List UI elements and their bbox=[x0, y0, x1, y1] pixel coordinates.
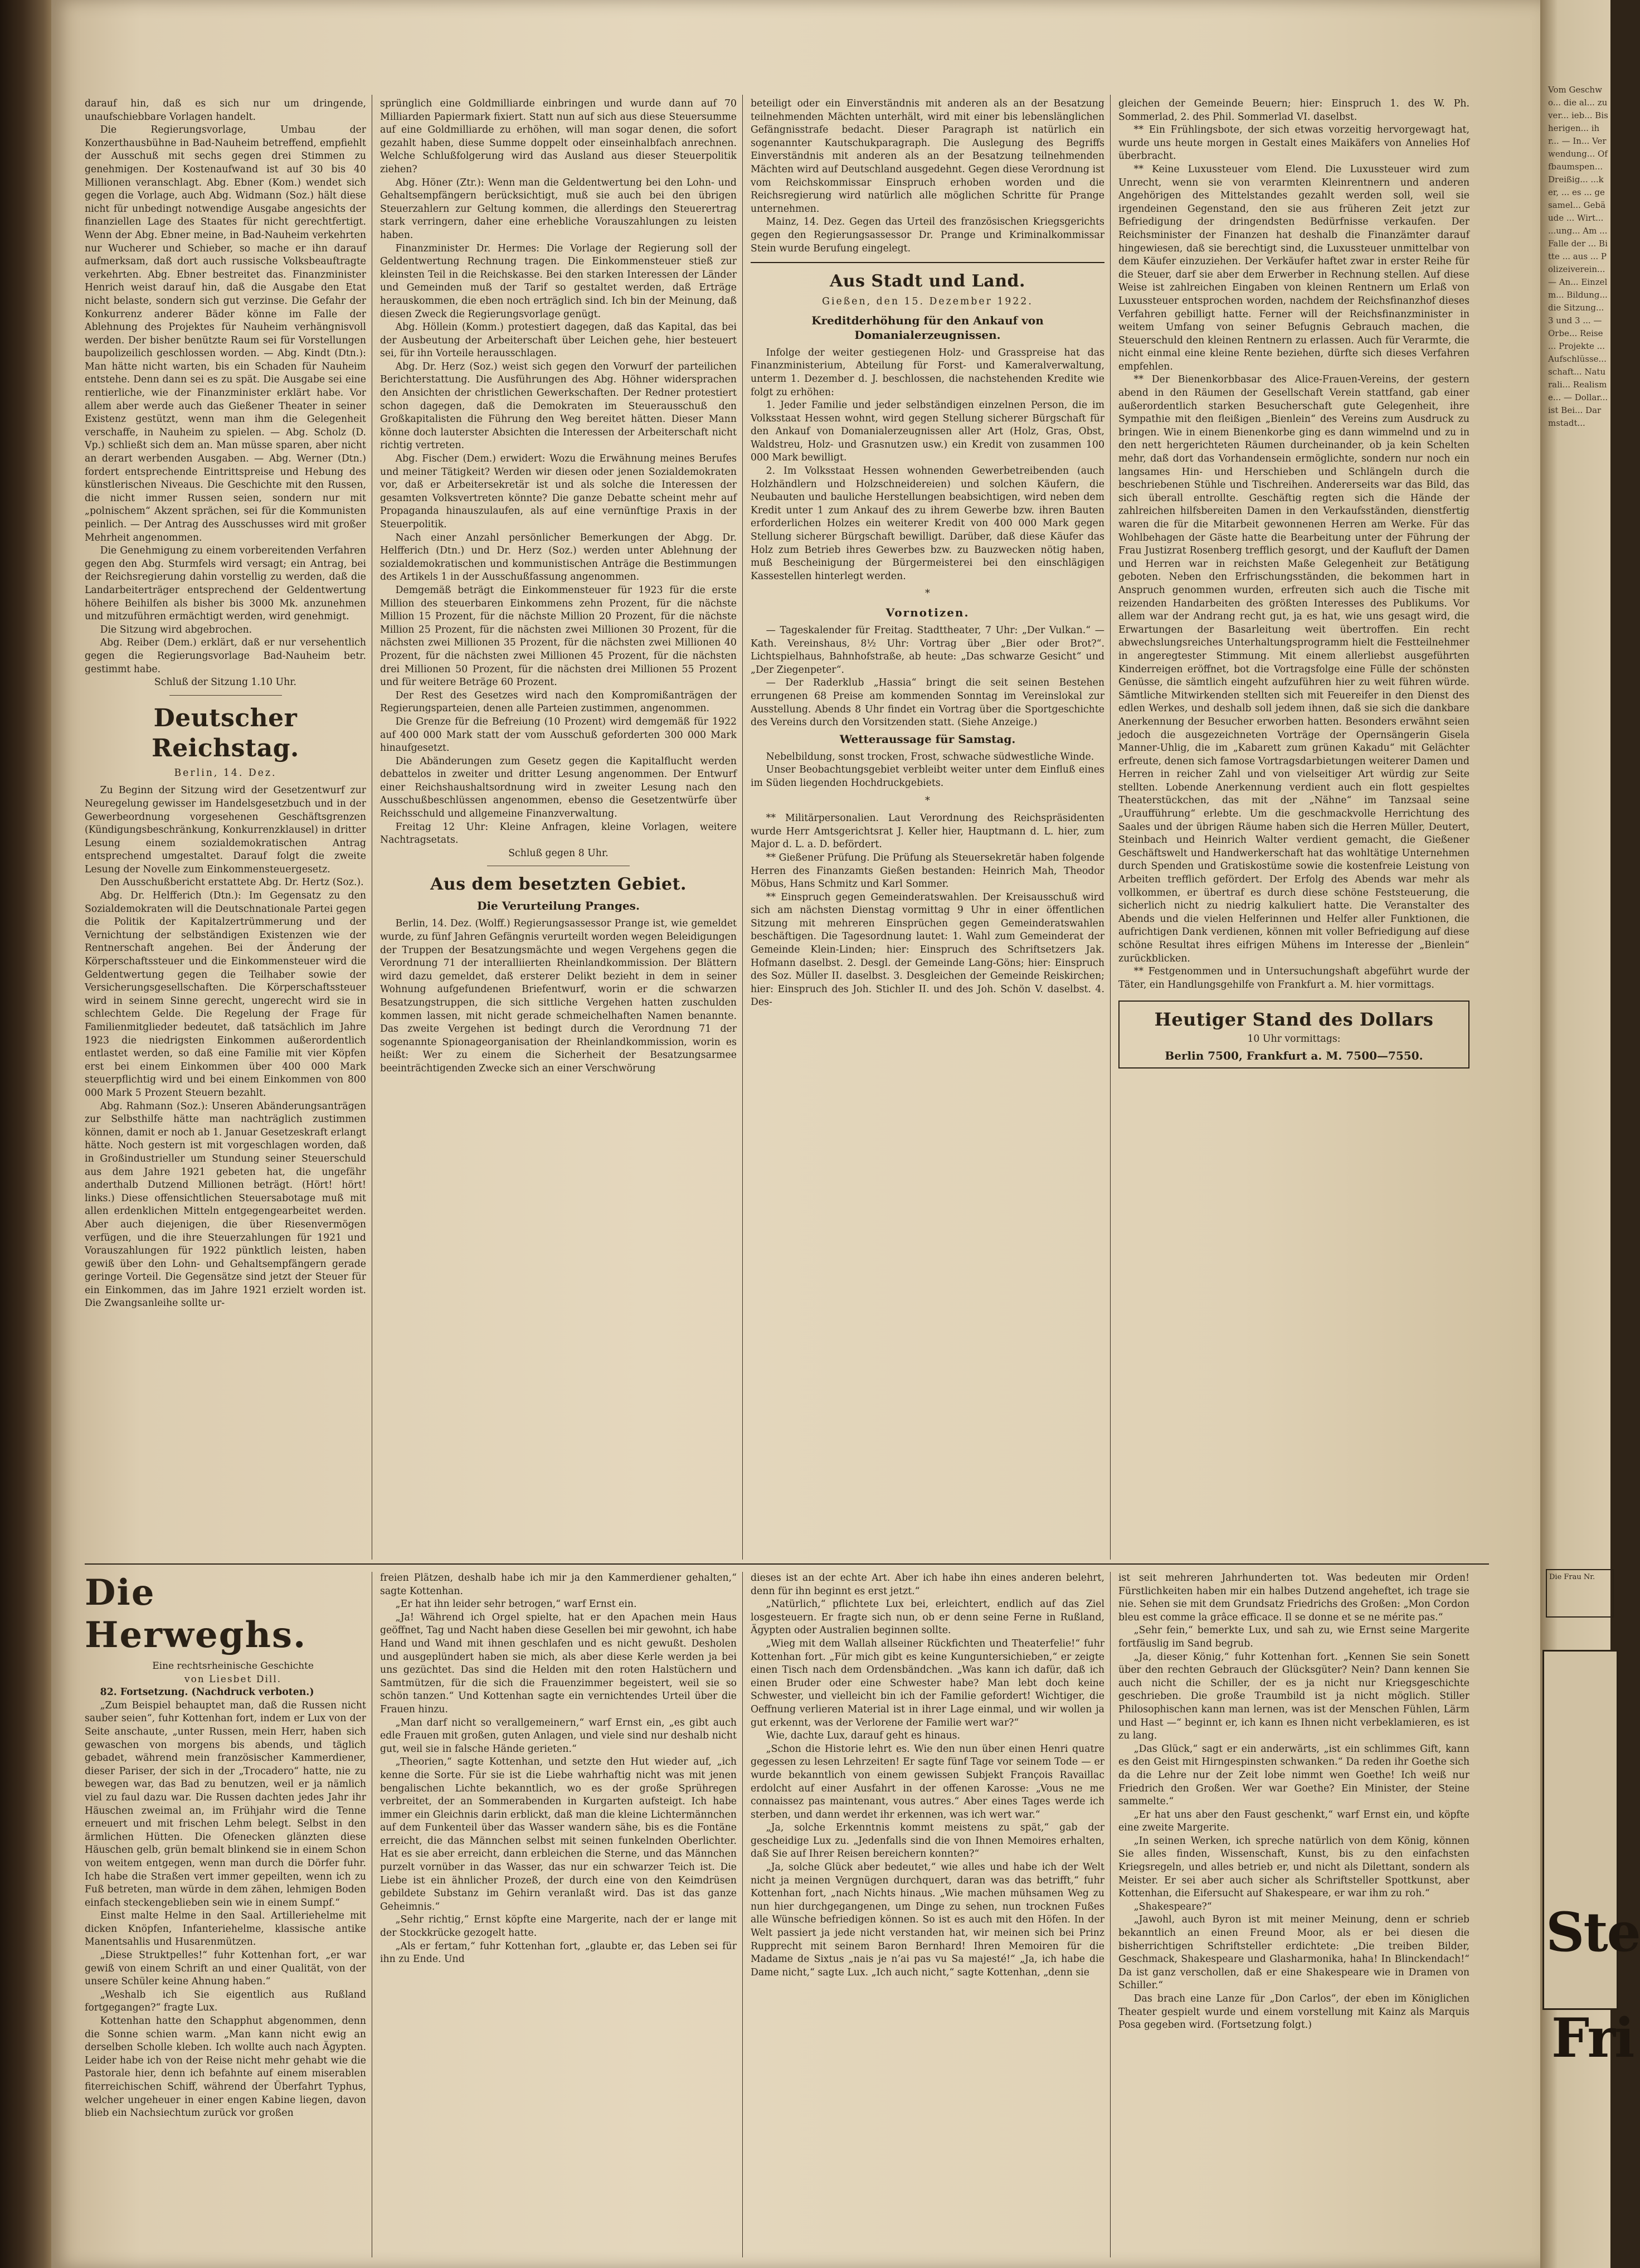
article-paragraph: Freitag 12 Uhr: Kleine Anfragen, kleine Vorlagen, weitere Nachtragsetats. bbox=[380, 821, 737, 846]
section-title-stadt: Aus Stadt und Land. bbox=[830, 271, 1025, 292]
section-title-besetzt: Aus dem besetzten Gebiet. bbox=[430, 875, 687, 895]
story-paragraph: „Zum Beispiel behauptet man, daß die Russen nicht sauber seien“, fuhr Kottenhan fort, indem er Lux von der Seite anschaute, „unter Russen, mein Herr, haben sich gewaschen von morgens bis abends, und täglich gebadet, während mein französischer Kammerdiener, dieser Pariser, der sich in der „Trocadero“ hatte, nie zu bewegen war, das Bad zu benutzen, weil er ja nämlich viel zu faul dazu war. Die Russen dachten jedes Jahr ihr Häuschen zweimal an, im Frühjahr wird die Tenne erneuert und mit frischen Lehm belegt. Selbst in den ärmlichen Hütten. Die Ofenecken glänzten diese Häuschen gelb, grün bemalt blinkend sie in einem Schon von weitem entgegen, wenn man durch die Dörfer fuhr. Ich habe die Straßen vert immer gepeilten, wenn ich zu Fuß betreten, man würde in dem zähen, lehmigen Boden einfach steckengeblieben sein wie in einem Sumpf.“ bbox=[85, 1699, 366, 1908]
story-paragraph: ist seit mehreren Jahrhunderten tot. Was bedeuten mir Orden! Fürstlichkeiten haben mir ein halbes Dutzend angeheftet, ich trage sie nie. Sehen sie mit dem Grundsatz Friedrichs des Großen: „Mon Cordon bleu est comme la grâce efficace. Il se donne et se ne mérite pas.“ bbox=[1118, 1572, 1469, 1623]
section-subtitle: Vornotizen. bbox=[885, 606, 970, 619]
story-paragraph: „Als er fertam,“ fuhr Kottenhan fort, „glaubte er, das Leben sei für ihn zu Ende. Und bbox=[380, 1940, 737, 1965]
book-binding-edge bbox=[0, 0, 51, 2268]
story-paragraph: „Shakespeare?“ bbox=[1133, 1901, 1212, 1912]
article-paragraph: beteiligt oder ein Einverständnis mit anderen als an der Besatzung teilnehmenden Mächten unterhält, wird mit einer bis lebenslänglichen Gefängnisstrafe bedacht. Dieser Paragraph ist natürlich ein sogenannter Kautschukparagraph. Die Auslegung des Begriffs Einverständnis mit anderen als an der Besatzung teilnehmenden Mächten wird auf Deutschland ausgedehnt. Gegen diese Verordnung ist vom Reichskommissar Einspruch erhoben worden und die Reichsregierung wird natürlich alle möglichen Schritte für Prange unternehmen. bbox=[751, 98, 1104, 215]
story-paragraph: „Ja, dieser König,“ fuhr Kottenhan fort. „Kennen Sie sein Sonett über den rechten Gebrauch der Glücksgüter? Nein? Dann kennen Sie auch nicht die Schiller, der es ja nicht nur Kriegsgeschichte geschrieben. Die große Traumbild ist ja nicht möglich. Stiller Philosophischen kann man lernen, was ist der Menschen Fühlen, Lärm und Hast —“ beginnt er, ich kann es Ihnen nicht verbeklamieren, es ist zu lang. bbox=[1118, 1651, 1469, 1742]
adjacent-ad-heading: Fri bbox=[1551, 2007, 1634, 2070]
article-paragraph: 2. Im Volksstaat Hessen wohnenden Gewerbetreibenden (auch Holzhändlern und Holzschneidereien) und solchen Käufern, die Neubauten und bauliche Herstellungen beabsichtigen, wird neben dem Kredit unter 1 zum Ankauf des zu ihrem Gewerbe bzw. ihren Bauten erforderlichen Holzes ein weiterer Kredit von 400 000 Mark gegen Stellung sicherer Bürgschaft bewilligt. Darüber, daß diese Käufer das Holz zum Betrieb ihres Gewerbes bzw. zu Bauzwecken nötig haben, muß Bescheinigung der Bürgermeisterei bei den einschlägigen Kassestellen hinterlegt werden. bbox=[751, 465, 1104, 582]
article-paragraph: Abg. Höner (Ztr.): Wenn man die Geldentwertung bei den Lohn- und Gehaltsempfängern berücksichtigt, muß sie auch bei den übrigen Steuerzahlern zur Geltung kommen, die allerdings den Steuerertrag stark verringern, daher eine erhebliche Vorauszahlungen zu leisten haben. bbox=[380, 177, 737, 241]
reprint-note: (Nachdruck verboten.) bbox=[191, 1687, 314, 1698]
story-paragraph: dieses ist an der echte Art. Aber ich habe ihn eines anderen belehrt, denn für ihn beginnt es erst jetzt.“ bbox=[751, 1572, 1104, 1597]
article-paragraph: ** Ein Frühlingsbote, der sich etwas vorzeitig hervorgewagt hat, wurde uns heute morgen in Gestalt eines Maikäfers von Annelies Hof überbracht. bbox=[1118, 124, 1469, 162]
section-title-reichstag: Deutscher Reichstag. bbox=[152, 703, 299, 763]
article-paragraph: Abg. Fischer (Dem.) erwidert: Wozu die Erwähnung meines Berufes und meiner Tätigkeit? Werden wir diesen oder jenen Sozialdemokraten vor, daß er Arbeitersekretär ist und als solche die Interessen der gesamten Volksvertreten könnte? Die ganze Debatte scheint mehr auf Propaganda hinauszulaufen, als auf eine vernünftige Praxis in der Steuerpolitik. bbox=[380, 453, 737, 530]
dollar-rate: Berlin 7500, Frankfurt a. M. 7500—7550. bbox=[1165, 1048, 1423, 1062]
adjacent-ad-heading: Ste bbox=[1546, 1901, 1640, 1964]
column-3 bbox=[751, 98, 1104, 1561]
story-paragraph: „Das Glück,“ sagt er ein anderwärts, „ist ein schlimmes Gift, kann es den Geist mit Hirngespinsten schwanken.“ Da reden ihr Goethe sich da die Lehre nur der Zeit lobe nimmt wen Goethe! Ich weiß nur Friedrich den Großen. Wer war Goethe? Ein Minister, der Steine sammelte.“ bbox=[1118, 1743, 1469, 1808]
story-paragraph: „Jawohl, auch Byron ist mit meiner Meinung, denn er schrieb bekanntlich an einen Freund Moor, als er bei diesen die bisherrichtigen Schriftsteller erdichtete: „Die treiben Bilder, Geschmack, Shakespeare und Glasharmonika, haha! In Blinckendach!“ Da ist ganz verschollen, daß er eine Shakespeare wie in Dramen von Schiller.“ bbox=[1118, 1914, 1469, 1992]
story-paragraph: Einst malte Helme in den Saal. Artilleriehelme mit dicken Knöpfen, Infanteriehelme, klassische antike Manentsahlis und Husarenmützen. bbox=[85, 1910, 366, 1948]
article-paragraph: Die Abänderungen zum Gesetz gegen die Kapitalflucht werden debattelos in zweiter und dritter Lesung angenommen. Der Entwurf einer Reichshaushaltsordnung wird in zweiter Lesung nach den Ausschußbeschlüssen angenommen, ebenso die Gesetzentwürfe über Reichsschuld und allgemeine Finanzverwaltung. bbox=[380, 755, 737, 820]
article-paragraph: gleichen der Gemeinde Beuern; hier: Einspruch 1. des W. Ph. Sommerlad, 2. des Phil. Sommerlad VI. daselbst. bbox=[1118, 98, 1469, 123]
story-paragraph: „Sehr richtig,“ Ernst köpfte eine Margerite, nach der er lange mit der Stockkrücke gezogelt hatte. bbox=[380, 1914, 737, 1939]
feuilleton-separator bbox=[85, 1563, 1489, 1565]
story-paragraph: „Ja, solche Erkenntnis kommt meistens zu spät,“ gab der gescheidige Lux zu. „Jedenfalls sind die von Ihnen Memoires erhalten, daß Sie auf Ihrer Reisen bereichern konnten?“ bbox=[751, 1822, 1104, 1860]
article-paragraph: sprünglich eine Goldmilliarde einbringen und wurde dann auf 70 Milliarden Papiermark fixiert. Statt nun auf sich aus diese Steuersumme auf eine Goldmilliarde zu erhöhen, will man sogar denen, die sofort gezahlt haben, diese Summe doppelt oder einseinhalbfach anrechnen. Welche Schlußfolgerung wird das Ausland aus dieser Steuerpolitik ziehen? bbox=[380, 98, 737, 175]
column-1 bbox=[85, 98, 366, 1561]
feuilleton-author: von Liesbet Dill. bbox=[184, 1673, 282, 1685]
article-paragraph: 1. Jeder Familie und jeder selbständigen einzelnen Person, die im Volksstaat Hessen wohnt, wird gegen Stellung sicherer Bürgschaft für den Ankauf von Domanialerzeugnissen aller Art (Holz, Gras, Obst, Waldstreu, Holz- und Grasnutzen usw.) ein Kredit von zusammen 100 000 Mark bewilligt. bbox=[751, 400, 1104, 464]
feuilleton-title: Die Herweghs. bbox=[85, 1572, 307, 1656]
divider bbox=[169, 695, 282, 696]
divider bbox=[751, 262, 1104, 263]
story-paragraph: „Theorien,“ sagte Kottenhan, und setzte den Hut wieder auf, „ich kenne die Sorte. Für sie ist die Liebe wahrhaftig nicht was mit jenen bengalischen Lichte bekanntlich, wo es der große Sprühregen verbreitet, der an Sommerabenden in Kurgarten aufsteigt. Ich habe immer ein Gleichnis darin erblickt, daß man die kleine Lichtermännchen auf dem Funkenteil über das Wasser wandern sähe, bis es die Fontäne erreicht, die das Männchen selbst mit seinen funkelnden Oberlichter. Hat es sie aber erreicht, dann erbleichen die Sterne, und das Männchen purzelt vornüber in das Wasser, das nur ein schwarzer Teich ist. Die Liebe ist ein ähnlicher Prozeß, der durch eine von den Keimdrüsen gebildete Substanz im Gehirn veranlaßt wird. Das ist das ganze Geheimnis.“ bbox=[380, 1756, 737, 1912]
article-paragraph: ** Der Bienenkorbbasar des Alice-Frauen-Vereins, der gestern abend in den Räumen der Gesellschaft Verein stattfand, gab einer außerordentlich starken Besucherschaft gute Gelegenheit, ihre Sympathie mit den fleißigen „Bienlein“ des Vereins zum Ausdruck zu bringen. Wie in einem Bienenkorbe ging es dann wimmelnd und zu in den nett hergerichteten Räumen durcheinander, ob ja kein Schelten mehr, daß dort das Vorhandensein ermöglichte, sondern nur noch ein langsames Hin- und Herschieben und Schlängeln durch die beschriebenen Stühle und Tischreihen. Andererseits war das Bild, das sich überall entrollte. Geschäftig regten sich die Hände der zahlreichen hilfsbereiten Damen in den Verkaufsständen, dienstfertig waren die für die Mitarbeit gewonnenen Herren am Werke. Für das Wohlbehagen der Gäste hatte die Bearbeitung unter der Führung der Frau Justizrat Rosenberg trefflich gesorgt, und der Kaufluft der Damen und Herren war in reichsten Maße Gelegenheit zur Betätigung geboten. Neben den Erfrischungsständen, die bekommen hart in Anspruch genommen wurden, erfreuten sich auch die Tische mit reizenden Handarbeiten des größten Interesses des Publikums. Vor allem war der Andrang recht gut, ja es hat, wie uns gesagt wird, die Erwartungen der Basarleitung weit übertroffen. Ein recht abwechslungsreiches Unterhaltungsprogramm hielt die Festteilnehmer in angeregtester Stimmung. Mit einem allerliebst ausgeführten Kinderreigen eröffnet, bot die Vortragsfolge eine Fülle der schönsten Genüsse, die sämtlich eingeht aufzuführen hier zu weit führen würde. Sämtliche Mitwirkenden stellten sich mit Feuereifer in den Dienst des edlen Werkes, und deshalb soll jedem ihnen, daß sie sich die dankbare Anerkennung der Besucher erworben hatten. Besonders erwähnt seien jedoch die ausgezeichneten Vorträge der Opernsängerin Gisela Manner-Uhlig, die im „Kabarett zum grünen Kakadu“ mit Gelächter erfreute, denen sich famose Vortragsdarbietungen weiterer Damen und Herren in reicher Zahl und von vielseitiger Art würdig zur Seite stellten. Lobende Anerkennung verdient auch ein flott gespieltes Theaterstückchen, das mit der „Nähne“ im Tanzsaal seine „Uraufführung“ erlebte. Um die geschmackvolle Herrichtung des Saales und der übrigen Räume haben sich die Herren Müller, Deutert, Steinbach und Heinrich Walter verdient gemacht, die Gießener Geschäftswelt und Handwerkerschaft hat das wohltätige Unternehmen durch Spenden und Gratiskostüme sowie die kostenfreie Leistung von Arbeiten trefflich gefördert. Der Erfolg des Abends war mehr als vollkommen, er übertraf es durch diese schöne Feststeuerung, die sicherlich nicht zu niedrig kalkuliert hatte. Die Veranstalter des Abends und die vielen Helferinnen und Helfer aller Funktionen, die aufrichtigen Dank verdienen, können mit voller Befriedigung auf diese schöne Resultat ihres eifrigen Mühens im Interesse der „Bienlein“ zurückblicken. bbox=[1118, 374, 1469, 964]
article-paragraph: Nebelbildung, sonst trocken, Frost, schwache südwestliche Winde. bbox=[766, 751, 1094, 763]
article-paragraph: Abg. Dr. Herz (Soz.) weist sich gegen den Vorwurf der parteilichen Berichterstattung. Die Ausführungen des Abg. Höhner widersprachen den Ansichten der christlichen Gewerkschaften. Der Redner protestiert schon dagegen, daß die Demokraten im Steuerausschuß den Großkapitalisten die Führung den Weg bereitet hätten. Dieser Mann könne doch lauterster Absichten die Interessen der Arbeiterschaft nicht richtig vertreten. bbox=[380, 361, 737, 451]
article-paragraph: Zu Beginn der Sitzung wird der Gesetzentwurf zur Neuregelung gewisser im Handelsgesetzbuch und in der Gewerbeordnung vorgesehenen Geschäftsgrenzen (Kündigungsbeschränkung, Konkurrenzklausel) in dritter Lesung einem sozialdemokratischen Antrag entsprechend umgestaltet. Darauf folgt die zweite Lesung der Novelle zum Einkommensteuergesetz. bbox=[85, 785, 366, 875]
article-paragraph: ** Keine Luxussteuer vom Elend. Die Luxussteuer wird zum Unrecht, wenn sie von verarmten Kleinrentnern und anderen Angehörigen des Mittelstandes gezahlt werden soll, weil sie irgendeinen Gegenstand, den sie aus früheren Zeit jetzt zur Befriedigung der dringendsten Bedürfnisse verkaufen. Der Reichsminister der Finanzen hat deshalb die Finanzämter darauf hingewiesen, daß sie berechtigt sind, die Luxussteuer unmittelbar von dem Käufer einzuziehen. Der Verkäufer haftet zwar in erster Reihe für die Steuer, darf sie aber dem Erwerber in Rechnung stellen. Auf diese Weise ist zahlreichen Eingaben von kleinen Rentnern um Erlaß von Luxussteuer entsprochen worden, nachdem der Reichsfinanzhof dieses Verfahren gebilligt hatte. Ferner will der Reichsfinanzminister in weitem Umfang von seiner Befugnis Gebrauch machen, die Steuerschuld den kleinen Rentnern zu erlassen. Auch für Verarmte, die nicht einmal eine kleine Rente beziehen, dürfte sich dieses Verfahren empfehlen. bbox=[1118, 163, 1469, 372]
feuilleton-column-1 bbox=[85, 1572, 366, 2257]
feuilleton-subtitle: Eine rechtsrheinische Geschichte bbox=[152, 1660, 314, 1672]
section-subtitle: Wetteraussage für Samstag. bbox=[839, 732, 1016, 746]
article-paragraph: Unser Beobachtungsgebiet verbleibt weiter unter dem Einfluß eines im Süden liegenden Hochdruckgebiets. bbox=[751, 764, 1104, 789]
article-paragraph: Die Sitzung wird abgebrochen. bbox=[100, 624, 252, 635]
story-paragraph: „Schon die Historie lehrt es. Wie den nun über einen Henri quatre gegessen zu lesen Lehrzeiten! Er sagte fünf Tage vor seinem Tode — er wurde bekanntlich von einem gewissen Subjekt François Ravaillac erdolcht auf einer Ausfahrt in der offenen Karosse: „Vous ne me connaissez pas maintenant, vous autres.“ Aber eines Tages werde ich sterben, und dann werdet ihr erkennen, was ich wert war.“ bbox=[751, 1743, 1104, 1820]
column-rule bbox=[1110, 95, 1111, 1560]
article-paragraph: — Der Raderklub „Hassia“ bringt die seit seinen Bestehen errungenen 68 Preise am kommenden Sonntag im Vereinslokal zur Ausstellung. Abends 8 Uhr findet ein Vortrag über die Sportgeschichte des Vereins durch den Vorsitzenden statt. (Siehe Anzeige.) bbox=[751, 677, 1104, 729]
article-paragraph: Abg. Höllein (Komm.) protestiert dagegen, daß das Kapital, das bei der Ausbeutung der Arbeiterschaft über Leichen gehe, hier besteuert sei, für ihn Vorteile herausschlagen. bbox=[380, 322, 737, 360]
column-rule bbox=[742, 95, 743, 1560]
column-4 bbox=[1118, 98, 1469, 1561]
article-paragraph: Die Regierungsvorlage, Umbau der Konzerthausbühne in Bad-Nauheim betreffend, empfiehlt der Ausschuß mit sechs gegen drei Stimmen zu genehmigen. Der Kostenaufwand ist auf 30 bis 40 Millionen veranschlagt. Abg. Ebner (Kom.) wendet sich gegen die Vorlage, auch Abg. Widmann (Soz.) hält diese nicht für unbedingt notwendige Ausgabe angesichts der finanziellen Lage des Staates für nicht gerechtfertigt. Wenn der Abg. Ebner meine, in Bad-Nauheim verkehrten nur Wucherer und Schieber, so mache er ihn darauf aufmerksam, daß dort auch russische Volksbeauftragte verkehrten. Abg. Ebner bestreitet das. Finanzminister Henrich weist darauf hin, daß die Ausgabe den Etat nicht belaste, sondern sich gut verzinse. Die Gefahr der Konkurrenz anderer Bäder könne im Falle der Ablehnung des Projektes für Nauheim verhängnisvoll werden. Der bisher benützte Raum sei für Vorstellungen baupolizeilich geschlossen worden. — Abg. Kindt (Dtn.): Man hätte nicht warten, bis ein Schaden für Nauheim entstehe. Denn dann sei es zu spät. Die Ausgabe sei eine rentierliche, wie der Finanzminister erklärt habe. Vor allem aber werde auch das Gießener Theater in seiner Existenz gestützt, wenn man ihm die Gelegenheit verschaffe, in Nauheim zu spielen. — Abg. Scholz (D. Vp.) schließt sich dem an. Man müsse sparen, aber nicht an derart werbenden Ausgaben. — Abg. Werner (Dtn.) fordert entsprechende Eintrittspreise und Hebung des künstlerischen Niveaus. Die Geschichte mit den Russen, die nicht immer Russen seien, sondern nur mit „polnischem“ Akzent sprächen, sei für die Kommunisten peinlich. — Der Antrag des Ausschusses wird mit großer Mehrheit angenommen. bbox=[85, 124, 366, 543]
story-paragraph: freien Plätzen, deshalb habe ich mir ja den Kammerdiener gehalten,“ sagte Kottenhan. bbox=[380, 1572, 737, 1597]
article-paragraph: Der Rest des Gesetzes wird nach den Kompromißanträgen der Regierungsparteien, denen alle Parteien zustimmen, angenommen. bbox=[380, 689, 737, 715]
dateline: Gießen, den 15. Dezember 1922. bbox=[822, 296, 1033, 308]
dollar-rate-box bbox=[1118, 1001, 1469, 1068]
article-paragraph: Finanzminister Dr. Hermes: Die Vorlage der Regierung soll der Geldentwertung Rechnung tragen. Die Einkommensteuer stieß zur kleinsten Teil in die Reichskasse. Bei den starken Interessen der Länder und Gemeinden muß der Tarif so gestaltet werden, daß Erträge herauskommen, die eben noch erträglich sind. Ich bin der Meinung, daß diesen Zweck die Regierungsvorlage genügt. bbox=[380, 242, 737, 320]
story-paragraph: Kottenhan hatte den Schapphut abgenommen, denn die Sonne schien warm. „Man kann nicht ewig an derselben Scholle kleben. Ich wollte auch nach Ägypten. Leider habe ich von der Reise nicht mehr gehabt wie die Pastorale hier, denn ich befahnte auf einem miserablen fiterreichischen Schiff, während der Überfahrt Typhus, welcher ungeheuer in einer engen Kabine liegen, davon blieb ein Nachsiechtum zurück vor großen bbox=[85, 2016, 366, 2119]
section-subtitle: Kreditderhöhung für den Ankauf von Domanialerzeugnissen. bbox=[811, 313, 1044, 342]
dollar-title: Heutiger Stand des Dollars bbox=[1154, 1009, 1434, 1031]
feuilleton-column-2 bbox=[380, 1572, 737, 2257]
article-paragraph: ** Militärpersonalien. Laut Verordnung des Reichspräsidenten wurde Herr Amtsgerichtsrat J. Keller hier, Hauptmann d. L. hier, zum Major d. L. a. D. befördert. bbox=[751, 813, 1104, 851]
article-paragraph: Den Ausschußbericht erstattete Abg. Dr. Hertz (Soz.). bbox=[100, 877, 364, 888]
story-paragraph: „In seinen Werken, ich spreche natürlich von dem König, können Sie alles finden, Wissenschaft, Kunst, bis zu den einfachsten Kriegsregeln, und alles betrieb er, und nicht als Dilettant, sondern als Meister. Er sei aber auch sicher als Schriftsteller Spottkunst, aber Kottenhan, die Eifersucht auf Shakespeare, er war ihm zu roh.“ bbox=[1118, 1835, 1469, 1900]
story-paragraph: „Weshalb ich Sie eigentlich aus Rußland fortgegangen?“ fragte Lux. bbox=[85, 1989, 366, 2014]
column-rule bbox=[742, 1572, 743, 2257]
column-2 bbox=[380, 98, 737, 1561]
article-paragraph: — Tageskalender für Freitag. Stadttheater, 7 Uhr: „Der Vulkan.“ — Kath. Vereinshaus, 8½ Uhr: Vortrag über „Bier oder Brot?“. Lichtspielhaus, Bahnhofstraße, ab heute: „Das schwarze Gesicht“ und „Der Ziegenpeter“. bbox=[751, 625, 1104, 676]
article-paragraph: ** Gießener Prüfung. Die Prüfung als Steuersekretär haben folgende Herren des Finanzamts Gießen bestanden: Heinrich Mah, Theodor Möbus, Hans Schmitz und Karl Sommer. bbox=[751, 852, 1104, 890]
star-separator: * bbox=[925, 588, 930, 600]
article-paragraph: Nach einer Anzahl persönlicher Bemerkungen der Abgg. Dr. Helfferich (Dtn.) und Dr. Herz (Soz.) werden unter Ablehnung der sozialdemokratischen und kommunistischen Anträge die Bestimmungen des Artikels 1 in der Ausschußfassung angenommen. bbox=[380, 532, 737, 583]
newspaper-page bbox=[51, 0, 1540, 2268]
story-paragraph: „Ja, solche Glück aber bedeutet,“ wie alles und habe ich der Welt nicht ja meinen Vergnügen durchquert, daran was das betrifft,“ fuhr Kottenhan fort, „nach Nichts hinaus. „Wie machen mühsamen Weg zu nun hier durchgegangenen, um Dinge zu sehen, nun trocknen Fußes alle Wünsche befriedigen können. So ist es auch mit den Höfen. In der Welt passiert ja jede nicht verstanden hat, wir meinen sich bei Prinz Rupprecht mit seinem Baron Bernhard! Ihren Memoiren für die Madame de Sixtus „nais je n’ai pas vu Sa majesté!“ „Ja, ich habe die Dame nicht,“ sagte Lux. „Ich auch nicht,“ sagte Kottenhan, „denn sie bbox=[751, 1862, 1104, 1978]
story-paragraph: Wie, dachte Lux, darauf geht es hinaus. bbox=[766, 1730, 961, 1742]
article-paragraph: Berlin, 14. Dez. (Wolff.) Regierungsassessor Prange ist, wie gemeldet wurde, zu fünf Jahren Gefängnis verurteilt worden wegen Beleidigungen der Truppen der Besatzungsmächte und wegen Vergehens gegen die Verordnung 71 der interalliierten Rheinlandkommission. Der Blättern wird dazu gemeldet, daß ersterer Delikt bezieht in dem in seiner Wohnung aufgefundenen Briefentwurf, worin er die schwarzen Besatzungstruppen, die sich sittliche Vergehen hatten zuschulden kommen lassen, mit nicht gerade schmeichelhaften Namen benannte. Das zweite Vergehen ist bedingt durch die Verordnung 71 der sogenannte Spionageorganisation der Rheinlandkommission, worin es heißt: Wer zu einem die Sicherheit der Besatzungsarmee beeinträchtigenden Zwecke sich an einer Verschwörung bbox=[380, 918, 737, 1074]
story-paragraph: „Wieg mit dem Wallah allseiner Rückfichten und Theaterfelie!“ fuhr Kottenhan fort. „Für mich gibt es keine Kunguntersichieben,“ er zeigte einen Tisch nach dem Ordensbändchen. „Was kann ich dafür, daß ich einen Bruder oder eine Schwester habe? Man lebt doch keine Schwester, und vielleicht bin ich der Familie gefordert! Wichtiger, die Oeffnung verlieren Material ist in ihrer Lage einmal, und wir wollen ja gut erkennt, was der Verlorene der Familie wert war?“ bbox=[751, 1638, 1104, 1728]
story-paragraph: „Er hat uns aber den Faust geschenkt,“ warf Ernst ein, und köpfte eine zweite Margerite. bbox=[1118, 1809, 1469, 1834]
feuilleton-column-3 bbox=[751, 1572, 1104, 2257]
story-paragraph: „Natürlich,“ pflichtete Lux bei, erleichtert, endlich auf das Ziel losgesteuern. Er fragte sich nun, ob er denn seine Ferne in Rußland, Ägypten oder Australien beginnen sollte. bbox=[751, 1599, 1104, 1636]
star-separator: * bbox=[925, 795, 930, 807]
story-paragraph: „Diese Struktpelles!“ fuhr Kottenhan fort, „er war gewiß von einem Schrift an und einer Qualität, von der unsere Schüler keine Ahnung haben.“ bbox=[85, 1950, 366, 1988]
article-paragraph: Infolge der weiter gestiegenen Holz- und Grasspreise hat das Finanzministerium, Abteilung für Forst- und Kameralverwaltung, unterm 1. Dezember d. J. beschlossen, die nachstehenden Kredite wie folgt zu erhöhen: bbox=[751, 347, 1104, 398]
story-paragraph: „Ja! Während ich Orgel spielte, hat er den Apachen mein Haus geöffnet, Tag und Nacht haben diese Gesellen bei mir gewohnt, ich habe Hand und Wand mit ihnen geschlafen und es nicht gewußt. Desholen und ausgeplündert haben sie mich, als aber diese Kerle werden ja bei uns gezüchtet. Das sind die Helden mit den roten Halstüchern und Samtmützen, für die sich die Frauenzimmer begeistert, weil sie so schön tanzen.“ Und Kottenhan sagte ein vernichtendes Urteil über die Frauen hinzu. bbox=[380, 1611, 737, 1715]
article-paragraph: Die Genehmigung zu einem vorbereitenden Verfahren gegen den Abg. Sturmfels wird versagt; ein Antrag, bei der Reichsregierung dahin vorstellig zu werden, daß die Landarbeiterträger entsprechend der Geldentwertung höhere Beihilfen als bisher bis 3000 Mk. anzunehmen und mitzuführen ermächtigt werden, wird genehmigt. bbox=[85, 545, 366, 623]
article-paragraph: Die Grenze für die Befreiung (10 Prozent) wird demgemäß für 1922 auf 400 000 Mark statt der vom Ausschuß geforderten 300 000 Mark hinaufgesetzt. bbox=[380, 716, 737, 754]
adjacent-page-text: Vom Geschwo... die al... zu ver... ieb... Bisherigen... ihr... — In... Verwendung... Offbaumspen... Dreißig... ...ker, ... es ... gesamel... Gebäude ... Wirt... ...ung... Am ... Falle der ... Bitte ... aus ... Polizeiverein... — An... Einzelm... Bildung... die Sitzung... 3 und 3 ... — Orbe... Reise ... Projekte ... Aufschlüsse... schaft... Naturali... Realisme... — Dollar... ist Bei... Darmstadt... bbox=[1548, 85, 1608, 428]
feuilleton-column-4 bbox=[1118, 1572, 1469, 2257]
article-paragraph: ** Festgenommen und in Untersuchungshaft abgeführt wurde der Täter, ein Handlungsgehilfe von Frankfurt a. M. hier vormittags. bbox=[1118, 966, 1469, 990]
article-paragraph: Mainz, 14. Dez. Gegen das Urteil des französischen Kriegsgerichts gegen den Regierungsassessor Dr. Prange und Kriminalkommissar Stein wurde Berufung eingelegt. bbox=[751, 216, 1104, 254]
story-paragraph: Das brach eine Lanze für „Don Carlos“, der eben im Königlichen Theater gespielt wurde und einem vorstellung mit Kainz als Marquis Posa gegeben wird. (Fortsetzung folgt.) bbox=[1118, 1993, 1469, 2031]
article-paragraph: Demgemäß beträgt die Einkommensteuer für 1923 für die erste Million des steuerbaren Einkommens zehn Prozent, für die nächste Million 15 Prozent, für die nächste Million 20 Prozent, für die nächste Million 25 Prozent, für die nächsten zwei Millionen 30 Prozent, für die nächsten zwei Millionen 35 Prozent, für die nächsten zwei Millionen 40 Prozent, für die nächsten zwei Millionen 45 Prozent, für die nächsten drei Millionen 50 Prozent, für die nächsten drei Millionen 55 Prozent und für weitere Beträge 60 Prozent. bbox=[380, 584, 737, 688]
continuation-number: 82. Fortsetzung. bbox=[100, 1687, 188, 1698]
article-paragraph: darauf hin, daß es sich nur um dringende, unaufschiebbare Vorlagen handelt. bbox=[85, 98, 366, 123]
article-paragraph: Schluß gegen 8 Uhr. bbox=[508, 847, 609, 859]
story-paragraph: „Er hat ihn leider sehr betrogen,“ warf Ernst ein. bbox=[395, 1599, 637, 1610]
feuilleton-continuation bbox=[85, 1686, 366, 1699]
column-rule bbox=[1110, 1572, 1111, 2257]
dollar-time: 10 Uhr vormittags: bbox=[1247, 1033, 1341, 1045]
article-paragraph: Abg. Reiber (Dem.) erklärt, daß er nur versehentlich gegen die Regierungsvorlage Bad-Nauheim betr. gestimmt habe. bbox=[85, 637, 366, 675]
story-paragraph: „Sehr fein,“ bemerkte Lux, und sah zu, wie Ernst seine Margerite fortfäuslig im Sand begrub. bbox=[1118, 1625, 1469, 1649]
dateline: Berlin, 14. Dez. bbox=[174, 767, 277, 779]
adjacent-small-ad: Die Frau Nr. bbox=[1546, 1569, 1614, 1618]
article-paragraph: ** Einspruch gegen Gemeinderatswahlen. Der Kreisausschuß wird sich am nächsten Dienstag vormittag 9 Uhr in einer öffentlichen Sitzung mit mehreren Einsprüchen gegen Gemeinderatswahlen beschäftigen. Die Tagesordnung lautet: 1. Wahl zum Gemeinderat der Gemeinde Klein-Linden; hier: Einspruch des Schriftsetzers Jak. Hofmann daselbst. 2. Desgl. der Gemeinde Lang-Göns; hier: Einspruch des Soz. Müller II. daselbst. 3. Desgleichen der Gemeinde Reiskirchen; hier: Einspruch des Joh. Stichler II. und des Joh. Schön V. daselbst. 4. Des- bbox=[751, 891, 1104, 1008]
section-subtitle: Die Verurteilung Pranges. bbox=[477, 899, 640, 913]
article-paragraph: Abg. Dr. Helfferich (Dtn.): Im Gegensatz zu den Sozialdemokraten will die Deutschnationale Partei gegen die Politik der Kapitalzertrümmerung und der Vernichtung der selbständigen Existenzen wie der Rentnerschaft angehen. Bei der Änderung der Körperschaftssteuer und die Einkommensteuer wird die Geldentwertung gegen die Teilhaber sowie der Versicherungsgesellschaften. Die Körperschaftssteuer wird in seinem Sinne gerecht, ungerecht wird sie in schlechtem Gelde. Die Regelung der Frage für Familienmitglieder bedeutet, daß tatsächlich im Jahre 1923 die niedrigsten Einkommen außerordentlich entlastet werden, so daß eine Familie mit vier Köpfen erst bei einem Einkommen über 400 000 Mark steuerpflichtig wird und bei einem Einkommen von 800 000 Mark 5 Prozent Steuern bezahlt. bbox=[85, 890, 366, 1099]
story-paragraph: „Man darf nicht so verallgemeinern,“ warf Ernst ein, „es gibt auch edle Frauen mit großen, guten Anlagen, und viele sind nur deshalb nicht gut, weil sie in falsche Hände gerieten.“ bbox=[380, 1717, 737, 1755]
adjacent-page-edge bbox=[1540, 0, 1640, 2268]
article-paragraph: Schluß der Sitzung 1.10 Uhr. bbox=[154, 677, 297, 688]
article-paragraph: Abg. Rahmann (Soz.): Unseren Abänderungsanträgen zur Selbsthilfe hätte man nachträglich zustimmen können, damit er noch ab 1. Januar Gesetzeskraft erlangt hätte. Noch gestern ist mit vorgeschlagen worden, daß in Großindustrieller um Stundung seiner Steuerschuld aus dem Jahre 1921 gebeten hat, die ungefähr anderthalb Dutzend Millionen beträgt. (Hört! hört! links.) Diese offensichtlichen Steuersabotage muß mit allen erdenklichen Mitteln entgegengearbeitet werden. Aber auch diejenigen, die über Riesenvermögen verfügen, und die ihre Steuerzahlungen für 1921 und Vorauszahlungen für 1922 pünktlich leisten, haben gewiß über den Lohn- und Gehaltsempfängern gerade geringe Vorteil. Die Gegensätze sind jetzt der Steuer für ein Einkommen, das im Jahre 1921 erzielt worden ist. Die Zwangsanleihe sollte ur- bbox=[85, 1100, 366, 1309]
